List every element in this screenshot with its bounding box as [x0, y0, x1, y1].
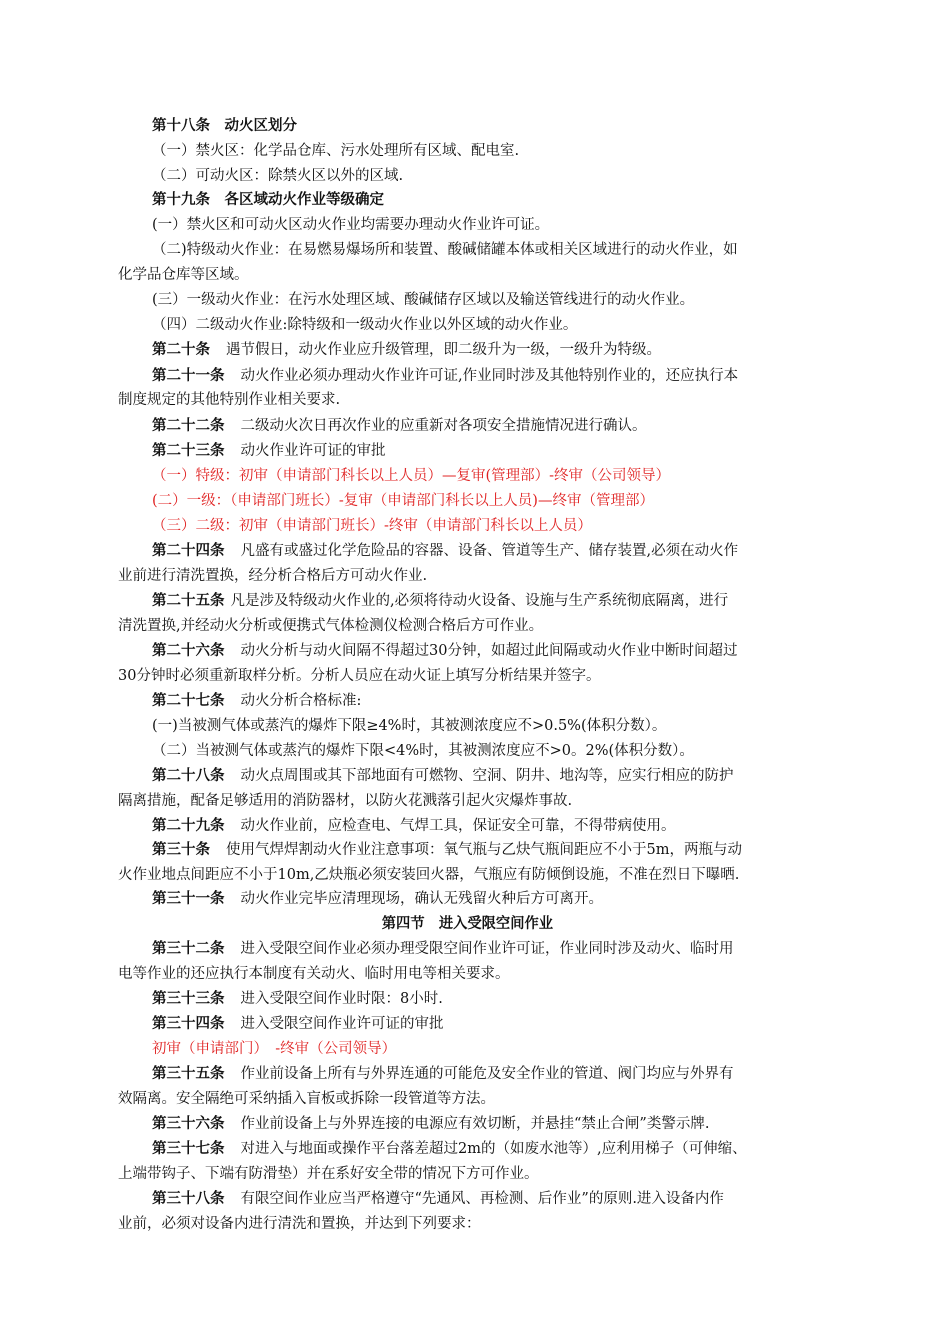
article-text: 效隔离。安全隔绝可采纳插入盲板或拆除一段管道等方法。: [118, 1091, 495, 1107]
article-text: 动火分析与动火间隔不得超过30分钟，如超过此间隔或动火作业中断时间超过: [240, 643, 738, 659]
article-text: 动火作业许可证的审批: [240, 443, 386, 459]
approval-line-special: （一）特级：初审（申请部门科长以上人员）—复审(管理部）-终审（公司领导）: [152, 468, 671, 484]
clause-text: (一）禁火区和可动火区动火作业均需要办理动火作业许可证。: [152, 217, 550, 233]
article-text: 制度规定的其他特别作业相关要求.: [118, 392, 341, 408]
article-text: 进入受限空间作业时限：8小时.: [240, 991, 443, 1007]
article-32: [152, 939, 842, 959]
article-29: [152, 816, 842, 836]
article-26: [152, 641, 842, 661]
article-27: [152, 691, 842, 711]
article-text: 动火点周围或其下部地面有可燃物、空洞、阴井、地沟等，应实行相应的防护: [240, 768, 734, 784]
clause-text: （一）禁火区：化学品仓库、污水处理所有区域、配电室.: [152, 143, 520, 159]
article-text: 动火分析合格标准:: [240, 693, 362, 709]
article-heading: 第二十三条: [152, 442, 225, 459]
article-33: [152, 989, 842, 1009]
article-heading: 第二十二条: [152, 417, 225, 434]
article-text: 进入受限空间作业许可证的审批: [240, 1016, 444, 1032]
clause-text: （二）当被测气体或蒸汽的爆炸下限<4%时，其被测浓度应不>0。2%(体积分数）。: [152, 743, 694, 759]
article-heading: 第三十六条: [152, 1115, 225, 1132]
article-heading: 第三十七条: [152, 1140, 225, 1157]
article-text: 业前，必须对设备内进行清洗和置换，并达到下列要求：: [118, 1216, 481, 1232]
article-heading: 第三十三条: [152, 990, 225, 1007]
approval-line-confined-space: 初审（申请部门） -终审（公司领导）: [152, 1041, 397, 1057]
article-text: 清洗置换,并经动火分析或便携式气体检测仪检测合格后方可作业。: [118, 618, 544, 634]
article-24: [152, 541, 842, 561]
article-text: 对进入与地面或操作平台落差超过2m的（如废水池等）,应利用梯子（可伸缩、: [240, 1141, 747, 1157]
article-text: 动火作业完毕应清理现场，确认无残留火种后方可离开。: [240, 891, 603, 907]
article-35: [152, 1064, 842, 1084]
article-text: 凡是涉及特级动火作业的,必须将待动火设备、设施与生产系统彻底隔离，进行: [230, 593, 729, 609]
article-text: 隔离措施，配备足够适用的消防器材，以防火花溅落引起火灾爆炸事故.: [118, 793, 573, 809]
clause-text: （二)特级动火作业：在易燃易爆场所和装置、酸碱储罐本体或相关区域进行的动火作业，如: [152, 242, 738, 258]
article-text: 30分钟时必须重新取样分析。分析人员应在动火证上填写分析结果并签字。: [118, 668, 601, 684]
clause-text: （二）可动火区：除禁火区以外的区域.: [152, 168, 404, 184]
article-text: 进入受限空间作业必须办理受限空间作业许可证，作业同时涉及动火、临时用: [240, 941, 734, 957]
article-text: 遇节假日，动火作业应升级管理，即二级升为一级，一级升为特级。: [226, 342, 661, 358]
article-19-heading: 第十九条 各区域动火作业等级确定: [152, 191, 384, 208]
article-20: [152, 340, 842, 360]
article-text: 电等作业的还应执行本制度有关动火、临时用电等相关要求。: [118, 966, 510, 982]
article-heading: 第二十四条: [152, 542, 225, 559]
article-text: 动火作业必须办理动火作业许可证,作业同时涉及其他特别作业的，还应执行本: [240, 368, 739, 384]
article-30: [152, 840, 842, 860]
article-heading: 第二十六条: [152, 642, 225, 659]
article-34: [152, 1014, 842, 1034]
article-text: 火作业地点间距应不小于10m,乙炔瓶必须安装回火器，气瓶应有防倾倒设施，不准在烈日下曝晒.: [118, 867, 740, 883]
article-text: 凡盛有或盛过化学危险品的容器、设备、管道等生产、储存装置,必须在动火作: [240, 543, 739, 559]
article-37: [152, 1139, 842, 1159]
article-heading: 第二十九条: [152, 817, 225, 834]
article-heading: 第二十七条: [152, 692, 225, 709]
clause-text: （四）二级动火作业:除特级和一级动火作业以外区域的动火作业。: [152, 317, 578, 333]
article-heading: 第三十五条: [152, 1065, 225, 1082]
approval-line-level-2: （三）二级：初审（申请部门班长）-终审（申请部门科长以上人员）: [152, 518, 592, 534]
clause-text: (一)当被测气体或蒸汽的爆炸下限≥4%时，其被测浓度应不>0.5%(体积分数）。: [152, 718, 667, 734]
section-4-heading: 第四节 进入受限空间作业: [381, 915, 554, 932]
article-22: [152, 416, 842, 436]
article-text: 业前进行清洗置换，经分析合格后方可动火作业.: [118, 568, 428, 584]
article-heading: 第二十条: [152, 341, 210, 358]
article-text: 上端带钩子、下端有防滑垫）并在系好安全带的情况下方可作业。: [118, 1166, 539, 1182]
article-23: [152, 441, 842, 461]
approval-line-level-1: (二）一级：（申请部门班长）-复审（申请部门科长以上人员)—终审（管理部）: [152, 493, 654, 509]
article-text: 有限空间作业应当严格遵守“先通风、再检测、后作业”的原则.进入设备内作: [240, 1191, 724, 1207]
article-21: [152, 366, 842, 386]
article-heading: 第三十八条: [152, 1190, 225, 1207]
clause-text: 化学品仓库等区域。: [118, 267, 249, 283]
article-28: [152, 766, 842, 786]
article-heading: 第三十条: [152, 841, 210, 858]
article-heading: 第三十四条: [152, 1015, 225, 1032]
article-25: [152, 591, 842, 611]
article-18-heading: 第十八条 动火区划分: [152, 117, 297, 134]
article-text: 使用气焊焊割动火作业注意事项：氧气瓶与乙炔气瓶间距应不小于5m，两瓶与动: [226, 842, 742, 858]
article-text: 二级动火次日再次作业的应重新对各项安全措施情况进行确认。: [240, 418, 647, 434]
article-heading: 第三十一条: [152, 890, 225, 907]
article-text: 动火作业前，应检查电、气焊工具，保证安全可靠，不得带病使用。: [240, 818, 676, 834]
article-heading: 第二十八条: [152, 767, 225, 784]
clause-text: (三）一级动火作业：在污水处理区域、酸碱储存区域以及输送管线进行的动火作业。: [152, 292, 695, 308]
article-heading: 第二十一条: [152, 367, 225, 384]
article-38: [152, 1189, 842, 1209]
article-heading: 第二十五条: [152, 592, 225, 609]
article-31: [152, 889, 842, 909]
article-36: [152, 1114, 842, 1134]
article-heading: 第三十二条: [152, 940, 225, 957]
article-text: 作业前设备上所有与外界连通的可能危及安全作业的管道、阀门均应与外界有: [240, 1066, 734, 1082]
article-text: 作业前设备上与外界连接的电源应有效切断，并悬挂“禁止合闸”类警示牌.: [240, 1116, 710, 1132]
